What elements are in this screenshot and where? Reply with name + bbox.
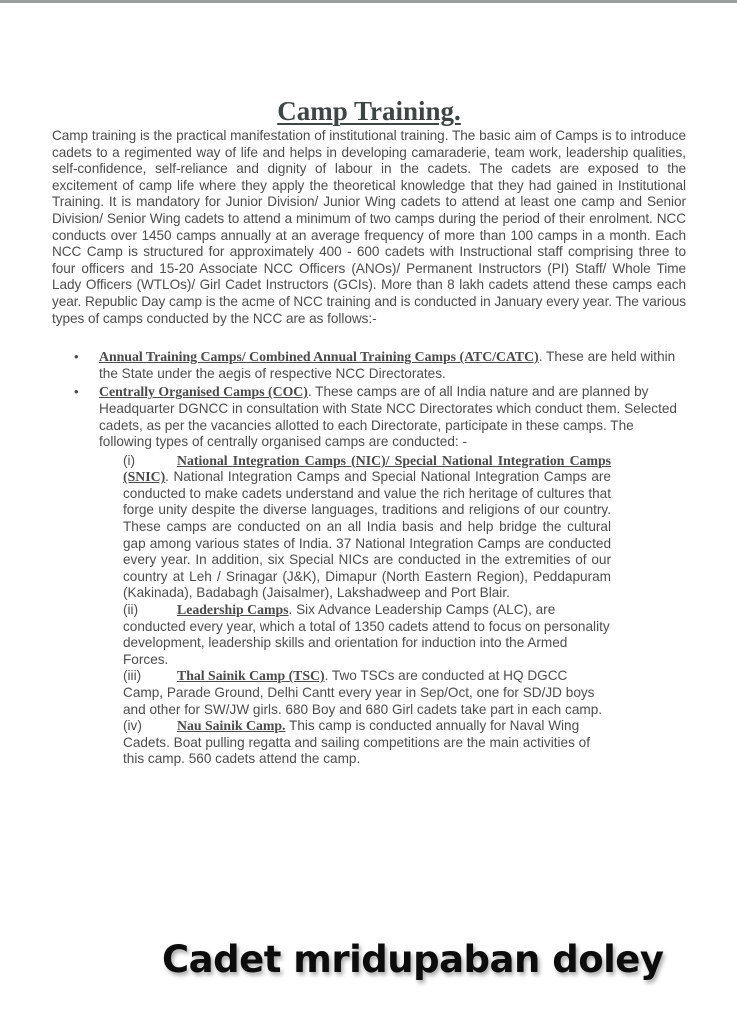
page-title-text: Camp Training. bbox=[277, 96, 461, 126]
document-page bbox=[52, 96, 686, 768]
camp-heading: National Integration Camps (NIC)/ Special National Integration Camps (SNIC) bbox=[123, 452, 611, 485]
camp-description: . These are held within the State under the aegis of respective NCC Directorates. bbox=[99, 349, 676, 381]
sub-item-leadership bbox=[123, 602, 611, 668]
page-title bbox=[52, 96, 686, 126]
sub-item-tsc bbox=[123, 668, 611, 718]
sub-item-nau-sainik bbox=[123, 718, 611, 768]
top-border bbox=[0, 0, 737, 3]
item-numeral: (i) bbox=[123, 452, 136, 468]
camp-description: . Two TSCs are conducted at HQ DGCC Camp, Parade Ground, Delhi Cantt every year in Sep/Oct, one for SD/JD boys and other for SW/JW girls. 680 Boy and 680 Girl cadets take part in each camp. bbox=[123, 668, 603, 717]
item-numeral: (ii) bbox=[123, 602, 139, 618]
camp-heading: Centrally Organised Camps (COC) bbox=[99, 384, 308, 400]
list-item-coc bbox=[52, 384, 686, 450]
camp-description: This camp is conducted annually for Naval Wing Cadets. Boat pulling regatta and sailing competitions are the main activities of this camp. 560 cadets attend the camp. bbox=[123, 718, 590, 767]
camp-heading: Leadership Camps bbox=[177, 602, 289, 618]
item-numeral: (iv) bbox=[123, 718, 142, 734]
bullet-icon: • bbox=[74, 349, 79, 365]
intro-paragraph: Camp training is the practical manifestation of institutional training. The basic aim of Camps is to introduce cadets to a regimented way of life and helps in developing camaraderie, team work, leadership qualities, self-confidence, self-reliance and dignity of labour in the cadets. The cadets are exposed to the excitement of camp life where they apply the theoretical knowledge that they had gained in Institutional Training. It is mandatory for Junior Division/ Junior Wing cadets to attend at least one camp and Senior Division/ Senior Wing cadets to attend a minimum of two camps during the period of their enrolment. NCC conducts over 1450 camps annually at an average frequency of more than 100 camps in a month. Each NCC Camp is structured for approximately 400 - 600 cadets with Instructional staff comprising three to four officers and 15-20 Associate NCC Officers (ANOs)/ Permanent Instructors (PI) Staff/ Whole Time Lady Officers (WTLOs)/ Girl Cadet Instructors (GCIs). More than 8 lakh cadets attend these camps each year. Republic Day camp is the acme of NCC training and is conducted in January every year. The various types of camps conducted by the NCC are as follows:- bbox=[52, 128, 686, 326]
sub-item-nic bbox=[123, 453, 611, 602]
camp-heading: Nau Sainik Camp. bbox=[177, 718, 286, 734]
centrally-organised-camps-list bbox=[123, 453, 611, 768]
camp-description: . These camps are of all India nature and are planned by Headquarter DGNCC in consultation with State NCC Directorates which conduct them. Selected cadets, as per the vacancies allotted to each Directorate, participate in these camps. The following types of centrally organised camps are conducted: - bbox=[99, 384, 677, 450]
camp-types-list bbox=[52, 349, 686, 451]
camp-heading: Thal Sainik Camp (TSC) bbox=[177, 668, 325, 684]
camp-description: . Six Advance Leadership Camps (ALC), are conducted every year, which a total of 1350 cadets attend to focus on personality development, leadership skills and orientation for induction into the Armed Forces. bbox=[123, 602, 610, 667]
item-numeral: (iii) bbox=[123, 668, 142, 684]
bullet-icon: • bbox=[74, 384, 79, 400]
camp-heading: Annual Training Camps/ Combined Annual Training Camps (ATC/CATC) bbox=[99, 349, 539, 365]
camp-description: . National Integration Camps and Special National Integration Camps are conducted to make cadets understand and value the rich heritage of cultures that forge unity despite the diverse languages, traditions and religions of our country. These camps are conducted on an all India basis and help bridge the cultural gap among various states of India. 37 National Integration Camps are conducted every year. In addition, six Special NICs are conducted in the extremities of our country at Leh / Srinagar (J&K), Dimapur (North Eastern Region), Peddapuram (Kakinada), Badabagh (Jaisalmer), Lakshadweep and Port Blair. bbox=[123, 469, 611, 601]
signature-caption: Cadet mridupaban doley bbox=[162, 938, 664, 981]
list-item-atc-catc bbox=[52, 349, 686, 382]
